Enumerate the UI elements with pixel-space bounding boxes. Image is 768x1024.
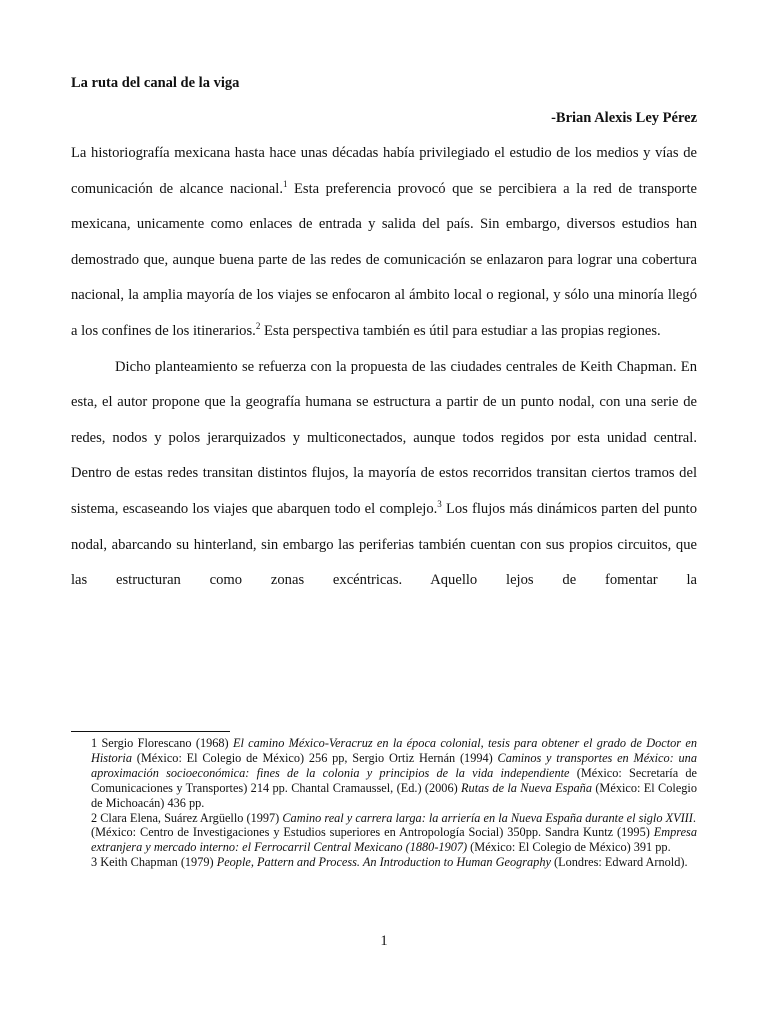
footnote-ref-2[interactable]: 2 bbox=[255, 320, 261, 331]
page-number: 1 bbox=[380, 933, 388, 949]
footnote-separator bbox=[71, 731, 230, 732]
paragraph-2: Dicho planteamiento se refuerza con la propuesta de las ciudades centrales de Keith Chapman. En esta, el autor propone que la geografía humana se estructura a partir de un punto nodal, con una serie de redes, nodos y polos jerarquizados y multiconectados, aunque todos regidos por esta unidad central. Dentro de estas redes transitan distintos flujos, la mayoría de estos recorridos transitan ciertos tramos del sistema, escaseando los viajes que abarquen todo el complejo.$^3$ Los flujos más dinámicos parten del punto nodal, abarcando su hinterland, sin embargo las periferias también cuentan con sus propios circuitos, que las estructuran como zonas excéntricas. Aquello lejos de fomentar la bbox=[71, 358, 697, 589]
document-title: La ruta del canal de la viga bbox=[71, 75, 240, 91]
footnote-3: 3 Keith Chapman (1979) People, Pattern and Process. An Introduction to Human Geography (Londres: Edward Arnold). bbox=[91, 855, 688, 870]
footnote-2: 2 Clara Elena, Suárez Argüello (1997) Camino real y carrera larga: la arriería en la Nueva España durante el siglo XVIII. bbox=[91, 810, 696, 825]
footnote-2-continued: (México: Centro de Investigaciones y Estudios superiores en Antropología Social) 350pp. Sandra Kuntz (1995) Empresa extranjera y mercado interno: el Ferrocarril Central Mexicano (1880-1907) (México: El Colegio de México) 391 pp. bbox=[91, 825, 697, 855]
body-text bbox=[71, 136, 697, 599]
footnote-ref-3[interactable]: 3 bbox=[437, 498, 442, 509]
footnote-1: 1 Sergio Florescano (1968) El camino México-Veracruz en la época colonial, tesis para obtener el grado de Doctor en Historia (México: El Colegio de México) 256 pp, Sergio Ortiz Hernán (1994) Caminos y transportes en México: una aproximación socioeconómica: fines de la colonia y principios de la vida independiente (México: Secretaría de Comunicaciones y Transportes) 214 pp. Chantal Cramaussel, (Ed.) (2006) Rutas de la Nueva España (México: El Colegio de Michoacán) 436 pp. bbox=[91, 736, 697, 810]
document-page bbox=[71, 0, 697, 1024]
footnote-ref-1[interactable]: 1 bbox=[282, 178, 288, 189]
footnotes bbox=[91, 736, 697, 870]
author-name: -Brian Alexis Ley Pérez bbox=[551, 110, 697, 126]
paragraph-1: La historiografía mexicana hasta hace unas décadas había privilegiado el estudio de los medios y vías de comunicación de alcance nacional.$^1$ Esta preferencia provocó que se percibiera a la red de transporte mexicana, unicamente como enlaces de entrada y salida del país. Sin embargo, diversos estudios han demostrado que, aunque buena parte de las redes de comunicación se enlazaron para lograr una cobertura nacional, la amplia mayoría de los viajes se enfocaron al ámbito local o regional, y sólo una minoría llegó a los confines de los itinerarios.$^2$ Esta perspectiva también es útil para estudiar a las propias regiones. bbox=[71, 145, 697, 339]
